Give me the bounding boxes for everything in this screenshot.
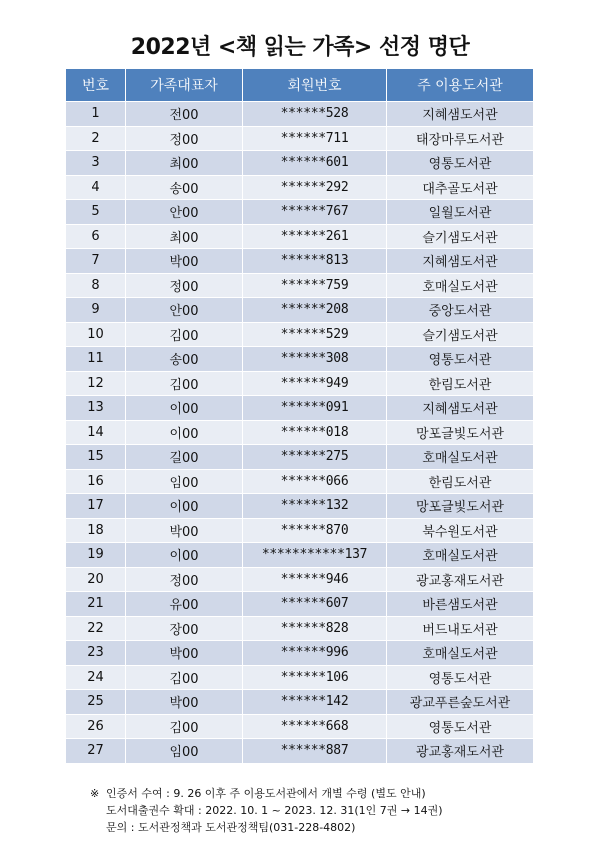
table-row — [66, 445, 534, 470]
table-row — [66, 273, 534, 298]
header-member-number: 회원번호 — [243, 69, 387, 102]
member-number: ******946 — [243, 567, 387, 592]
family-representative: 김00 — [126, 665, 243, 690]
row-number: 13 — [66, 396, 126, 421]
family-representative: 김00 — [126, 322, 243, 347]
family-representative: 이00 — [126, 396, 243, 421]
main-library: 호매실도서관 — [387, 273, 534, 298]
row-number: 11 — [66, 347, 126, 372]
row-number: 17 — [66, 494, 126, 519]
family-representative: 박00 — [126, 518, 243, 543]
main-library: 지혜샘도서관 — [387, 249, 534, 274]
table-row — [66, 518, 534, 543]
member-number: ******870 — [243, 518, 387, 543]
table-row — [66, 616, 534, 641]
main-library: 영통도서관 — [387, 665, 534, 690]
notes-section — [90, 785, 570, 836]
note-text-loan-limit: 도서대출권수 확대 : 2022. 10. 1 ~ 2023. 12. 31(1인 7권 → 14권) — [106, 804, 443, 817]
member-number: ******106 — [243, 665, 387, 690]
table-row — [66, 543, 534, 568]
main-library: 호매실도서관 — [387, 445, 534, 470]
family-representative: 송00 — [126, 175, 243, 200]
row-number: 24 — [66, 665, 126, 690]
table-row — [66, 151, 534, 176]
table-row — [66, 641, 534, 666]
family-representative: 이00 — [126, 494, 243, 519]
member-number: ******607 — [243, 592, 387, 617]
row-number: 27 — [66, 739, 126, 764]
main-library: 바른샘도서관 — [387, 592, 534, 617]
header-main-library: 주 이용도서관 — [387, 69, 534, 102]
row-number: 10 — [66, 322, 126, 347]
member-number: ******066 — [243, 469, 387, 494]
family-representative: 안00 — [126, 200, 243, 225]
main-library: 광교푸른숲도서관 — [387, 690, 534, 715]
family-representative: 정00 — [126, 567, 243, 592]
member-number: ***********137 — [243, 543, 387, 568]
main-library: 지혜샘도서관 — [387, 396, 534, 421]
row-number: 15 — [66, 445, 126, 470]
row-number: 9 — [66, 298, 126, 323]
main-library: 대추골도서관 — [387, 175, 534, 200]
family-representative: 박00 — [126, 249, 243, 274]
row-number: 12 — [66, 371, 126, 396]
row-number: 5 — [66, 200, 126, 225]
header-family-representative: 가족대표자 — [126, 69, 243, 102]
row-number: 20 — [66, 567, 126, 592]
main-library: 지혜샘도서관 — [387, 102, 534, 127]
table-row — [66, 102, 534, 127]
member-number: ******018 — [243, 420, 387, 445]
member-number: ******887 — [243, 739, 387, 764]
table-row — [66, 469, 534, 494]
row-number: 16 — [66, 469, 126, 494]
family-representative: 김00 — [126, 371, 243, 396]
note-line — [90, 785, 570, 802]
table-row — [66, 298, 534, 323]
row-number: 19 — [66, 543, 126, 568]
row-number: 23 — [66, 641, 126, 666]
page-title: 2022년 <책 읽는 가족> 선정 명단 — [130, 35, 470, 60]
family-representative: 임00 — [126, 739, 243, 764]
row-number: 22 — [66, 616, 126, 641]
main-library: 일월도서관 — [387, 200, 534, 225]
main-library: 슬기샘도서관 — [387, 224, 534, 249]
table-row — [66, 126, 534, 151]
main-library: 망포글빛도서관 — [387, 494, 534, 519]
member-number: ******828 — [243, 616, 387, 641]
row-number: 6 — [66, 224, 126, 249]
family-representative: 김00 — [126, 714, 243, 739]
family-representative: 정00 — [126, 273, 243, 298]
table-row — [66, 200, 534, 225]
table-row — [66, 224, 534, 249]
member-number: ******142 — [243, 690, 387, 715]
family-representative: 장00 — [126, 616, 243, 641]
main-library: 광교홍재도서관 — [387, 567, 534, 592]
row-number: 26 — [66, 714, 126, 739]
family-representative: 유00 — [126, 592, 243, 617]
family-representative: 정00 — [126, 126, 243, 151]
member-number: ******091 — [243, 396, 387, 421]
main-library: 슬기샘도서관 — [387, 322, 534, 347]
table-row — [66, 420, 534, 445]
table-body — [66, 102, 534, 764]
selection-roster-table — [65, 68, 534, 764]
family-representative: 임00 — [126, 469, 243, 494]
member-number: ******767 — [243, 200, 387, 225]
family-representative: 전00 — [126, 102, 243, 127]
member-number: ******275 — [243, 445, 387, 470]
family-representative: 길00 — [126, 445, 243, 470]
member-number: ******996 — [243, 641, 387, 666]
family-representative: 박00 — [126, 690, 243, 715]
table-row — [66, 665, 534, 690]
row-number: 1 — [66, 102, 126, 127]
member-number: ******261 — [243, 224, 387, 249]
main-library: 태장마루도서관 — [387, 126, 534, 151]
family-representative: 송00 — [126, 347, 243, 372]
member-number: ******529 — [243, 322, 387, 347]
table-row — [66, 714, 534, 739]
main-library: 호매실도서관 — [387, 641, 534, 666]
main-library: 광교홍재도서관 — [387, 739, 534, 764]
main-library: 한림도서관 — [387, 469, 534, 494]
table-row — [66, 175, 534, 200]
note-line — [90, 819, 570, 836]
member-number: ******668 — [243, 714, 387, 739]
member-number: ******813 — [243, 249, 387, 274]
family-representative: 최00 — [126, 151, 243, 176]
table-row — [66, 567, 534, 592]
row-number: 14 — [66, 420, 126, 445]
table-row — [66, 396, 534, 421]
row-number: 8 — [66, 273, 126, 298]
family-representative: 안00 — [126, 298, 243, 323]
table-row — [66, 347, 534, 372]
member-number: ******601 — [243, 151, 387, 176]
member-number: ******132 — [243, 494, 387, 519]
row-number: 2 — [66, 126, 126, 151]
member-number: ******208 — [243, 298, 387, 323]
row-number: 7 — [66, 249, 126, 274]
family-representative: 이00 — [126, 420, 243, 445]
header-number: 번호 — [66, 69, 126, 102]
table-row — [66, 249, 534, 274]
main-library: 북수원도서관 — [387, 518, 534, 543]
table-row — [66, 592, 534, 617]
member-number: ******292 — [243, 175, 387, 200]
row-number: 21 — [66, 592, 126, 617]
table-row — [66, 322, 534, 347]
note-text-contact: 문의 : 도서관정책과 도서관정책팀(031-228-4802) — [106, 821, 356, 834]
family-representative: 이00 — [126, 543, 243, 568]
table-header-row — [66, 69, 534, 102]
row-number: 25 — [66, 690, 126, 715]
main-library: 망포글빛도서관 — [387, 420, 534, 445]
family-representative: 최00 — [126, 224, 243, 249]
member-number: ******949 — [243, 371, 387, 396]
main-library: 영통도서관 — [387, 714, 534, 739]
table-row — [66, 739, 534, 764]
member-number: ******711 — [243, 126, 387, 151]
main-library: 중앙도서관 — [387, 298, 534, 323]
row-number: 4 — [66, 175, 126, 200]
table-row — [66, 371, 534, 396]
note-mark: ※ — [90, 787, 100, 800]
main-library: 한림도서관 — [387, 371, 534, 396]
member-number: ******759 — [243, 273, 387, 298]
member-number: ******528 — [243, 102, 387, 127]
main-library: 영통도서관 — [387, 347, 534, 372]
main-library: 버드내도서관 — [387, 616, 534, 641]
table-row — [66, 690, 534, 715]
note-line — [90, 802, 570, 819]
main-library: 호매실도서관 — [387, 543, 534, 568]
row-number: 18 — [66, 518, 126, 543]
note-text-certificate: 인증서 수여 : 9. 26 이후 주 이용도서관에서 개별 수령 (별도 안내) — [106, 787, 426, 800]
main-library: 영통도서관 — [387, 151, 534, 176]
row-number: 3 — [66, 151, 126, 176]
member-number: ******308 — [243, 347, 387, 372]
family-representative: 박00 — [126, 641, 243, 666]
table-row — [66, 494, 534, 519]
